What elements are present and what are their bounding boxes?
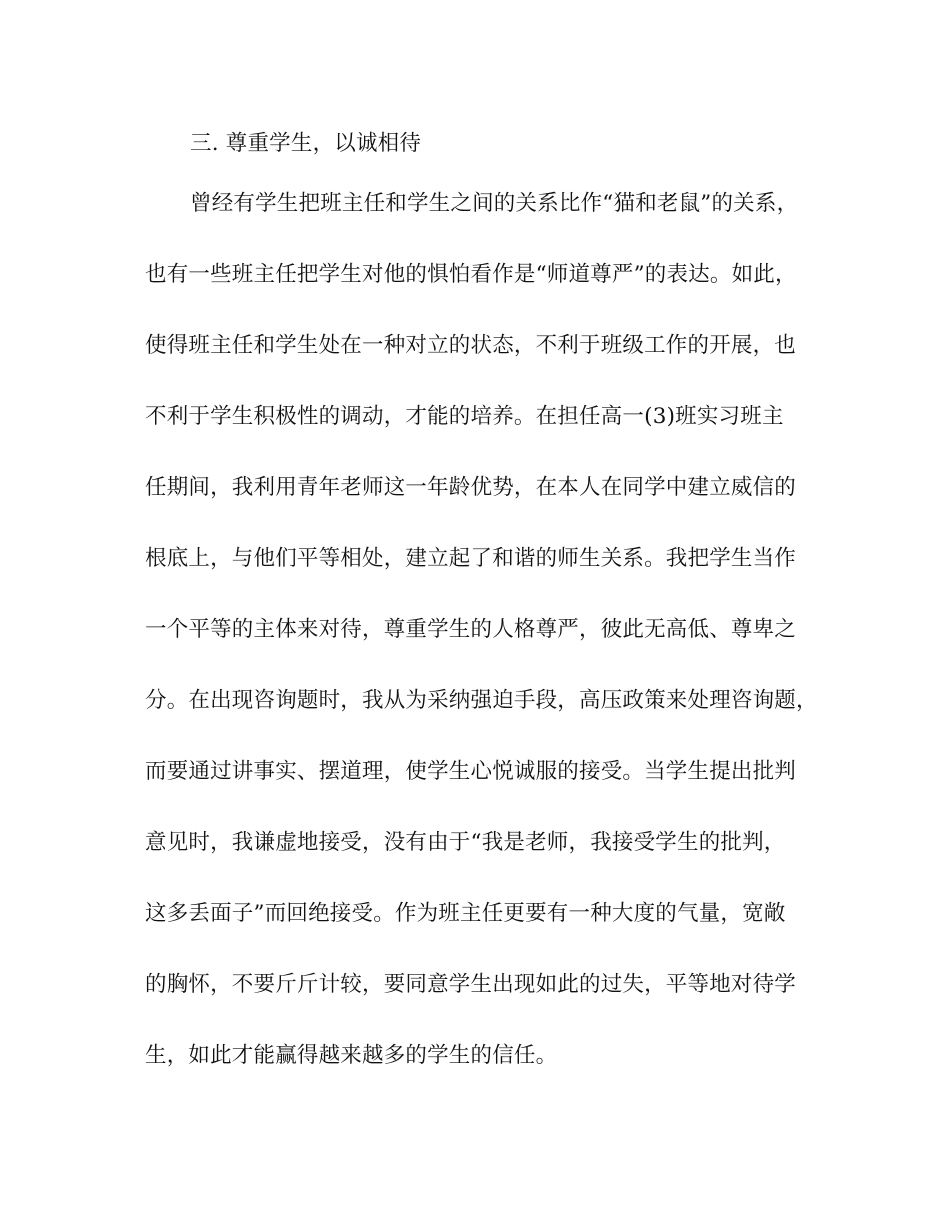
paragraph-line-12: 的胸怀，不要斤斤计较，要同意学生出现如此的过失，平等地对待学	[145, 972, 797, 997]
paragraph-line-8: 分。在出现咨询题时，我从为采纳强迫手段，高压政策来处理咨询题，	[145, 688, 818, 713]
paragraph-line-11: 这多丢面子”而回绝接受。作为班主任更要有一种大度的气量，宽敞	[145, 901, 786, 926]
paragraph-line-10: 意见时，我谦虚地接受，没有由于“我是老师，我接受学生的批判，	[145, 830, 786, 855]
section-heading: 三. 尊重学生，以诚相待	[190, 131, 422, 156]
paragraph-line-2: 也有一些班主任把学生对他的惧怕看作是“师道尊严”的表达。如此，	[145, 262, 797, 287]
paragraph-line-9: 而要通过讲事实、摆道理，使学生心悦诚服的接受。当学生提出批判	[145, 759, 797, 784]
paragraph-line-4: 不利于学生积极性的调动，才能的培养。在担任高一(3)班实习班主	[145, 404, 784, 429]
paragraph-line-13: 生，如此才能赢得越来越多的学生的信任。	[145, 1043, 558, 1068]
paragraph-line-1: 曾经有学生把班主任和学生之间的关系比作“猫和老鼠”的关系，	[190, 191, 799, 216]
paragraph-line-5: 任期间，我利用青年老师这一年龄优势，在本人在同学中建立威信的	[145, 475, 797, 500]
paragraph-line-7: 一个平等的主体来对待，尊重学生的人格尊严，彼此无高低、尊卑之	[145, 617, 797, 642]
paragraph-line-3: 使得班主任和学生处在一种对立的状态，不利于班级工作的开展，也	[145, 333, 797, 358]
paragraph-line-6: 根底上，与他们平等相处，建立起了和谐的师生关系。我把学生当作	[145, 546, 797, 571]
